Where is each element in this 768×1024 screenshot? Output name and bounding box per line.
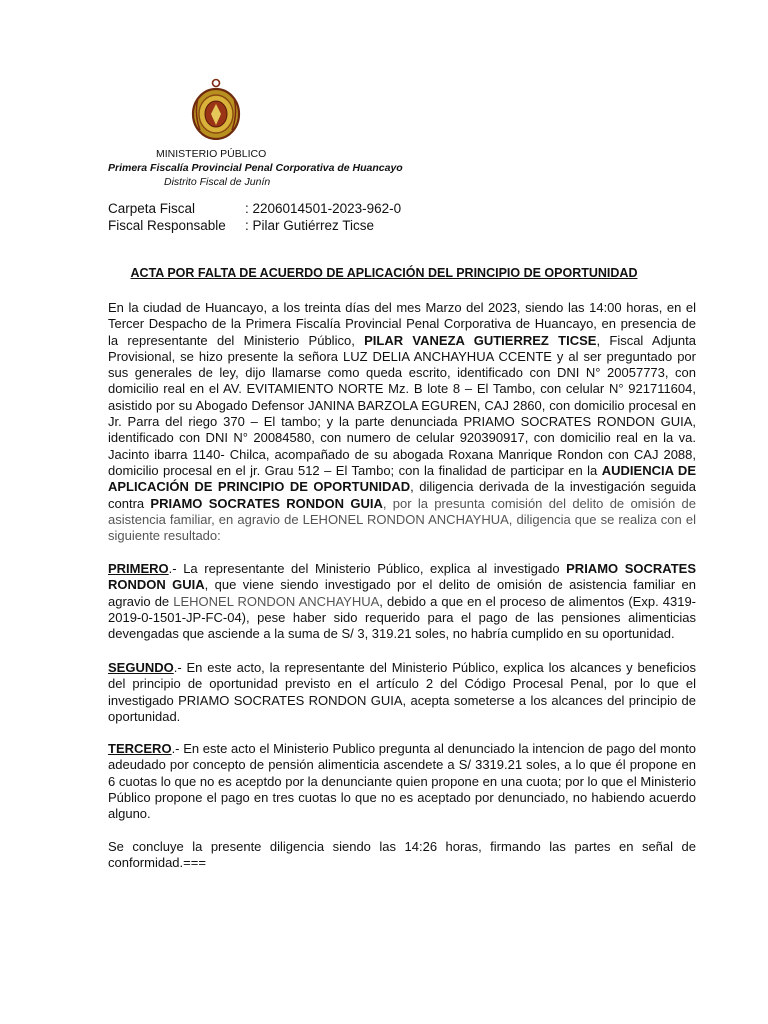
org-name: MINISTERIO PÚBLICO — [156, 148, 267, 160]
segundo-paragraph: SEGUNDO.- En este acto, la representante del Ministerio Público, explica los alcances y beneficios del principio de oportunidad previsto en el artículo 2 del Código Procesal Penal, por lo que el investigado PRIAMO SOCRATES RONDON GUIA, acepta someterse a los alcances del principio de oportunidad. — [108, 660, 696, 724]
tercero-paragraph: TERCERO.- En este acto el Ministerio Publico pregunta al denunciado la intencion de pago del monto adeudado por concepto de pensión alimenticia ascendete a S/ 3319.21 soles, a lo que él propone en 6 cuotas lo que no es aceptdo por la denunciante quien propone en una cuota; por lo que el Ministerio Público propone el pago en tres cuotas lo que no es aceptado por denunciado, no habiendo acuerdo alguno. — [108, 741, 696, 822]
district-name: Distrito Fiscal de Junín — [164, 176, 271, 188]
closing-paragraph: Se concluye la presente diligencia siendo las 14:26 horas, firmando las partes en señal de conformidad.=== — [108, 839, 696, 871]
carpeta-label: Carpeta Fiscal — [108, 201, 196, 216]
primero-paragraph: PRIMERO.- La representante del Ministerio Público, explica al investigado PRIAMO SOCRATES RONDON GUIA, que viene siendo investigado por el delito de omisión de asistencia familiar en agravio de LEHONEL RONDON ANCHAYHUA, debido a que en el proceso de alimentos (Exp. 4319-2019-0-1501-JP-FC-04), pese haber sido requerido para el pago de las pensiones alimenticias devengadas que asciende a la suma de S/ 3, 319.21 soles, no habría cumplido en su oportunidad. — [108, 561, 697, 642]
case-meta — [108, 200, 401, 234]
office-name: Primera Fiscalía Provincial Penal Corporativa de Huancayo — [108, 162, 403, 174]
carpeta-value: : 2206014501-2023-962-0 — [245, 201, 402, 216]
primero-label: PRIMERO — [108, 561, 169, 576]
ministerio-publico-seal-icon — [190, 78, 242, 140]
tercero-label: TERCERO — [108, 741, 172, 756]
intro-paragraph: En la ciudad de Huancayo, a los treinta días del mes Marzo del 2023, siendo las 14:00 horas, en el Tercer Despacho de la Primera Fiscalía Provincial Penal Corporativa de Huancayo, en presencia de la representante del Ministerio Público, PILAR VANEZA GUTIERREZ TICSE, Fiscal Adjunta Provisional, se hizo presente la señora LUZ DELIA ANCHAYHUA CCENTE y al ser preguntado por sus generales de ley, dijo llamarse como queda escrito, identificado con DNI N° 20057773, con domicilio real en el AV. EVITAMIENTO NORTE Mz. B lote 8 – El Tambo, con celular N° 921711604, asistido por su Abogado Defensor JANINA BARZOLA EGUREN, CAJ 2860, con domicilio procesal en Jr. Parra del riego 370 – El tambo; y la parte denunciada PRIAMO SOCRATES RONDON GUIA, identificado con DNI N° 20084580, con numero de celular 920390917, con domicilio real en la va. Jacinto ibarra 1140- Chilca, acompañado de su abogada Roxana Manrique Rondon con CAJ 2088, domicilio procesal en el jr. Grau 512 – El Tambo; con la finalidad de participar en la AUDIENCIA DE APLICACIÓN DE PRINCIPIO DE OPORTUNIDAD, diligencia derivada de la investigación seguida contra PRIAMO SOCRATES RONDON GUIA, por la presunta comisión del delito de omisión de asistencia familiar, en agravio de LEHONEL RONDON ANCHAYHUA, diligencia que se realiza con el siguiente resultado: — [108, 300, 697, 544]
segundo-label: SEGUNDO — [108, 660, 174, 675]
fiscal-label: Fiscal Responsable — [108, 218, 226, 233]
document-title: ACTA POR FALTA DE ACUERDO DE APLICACIÓN DEL PRINCIPIO DE OPORTUNIDAD — [130, 266, 638, 280]
fiscal-value: : Pilar Gutiérrez Ticse — [245, 218, 375, 233]
institution-header — [108, 147, 428, 189]
